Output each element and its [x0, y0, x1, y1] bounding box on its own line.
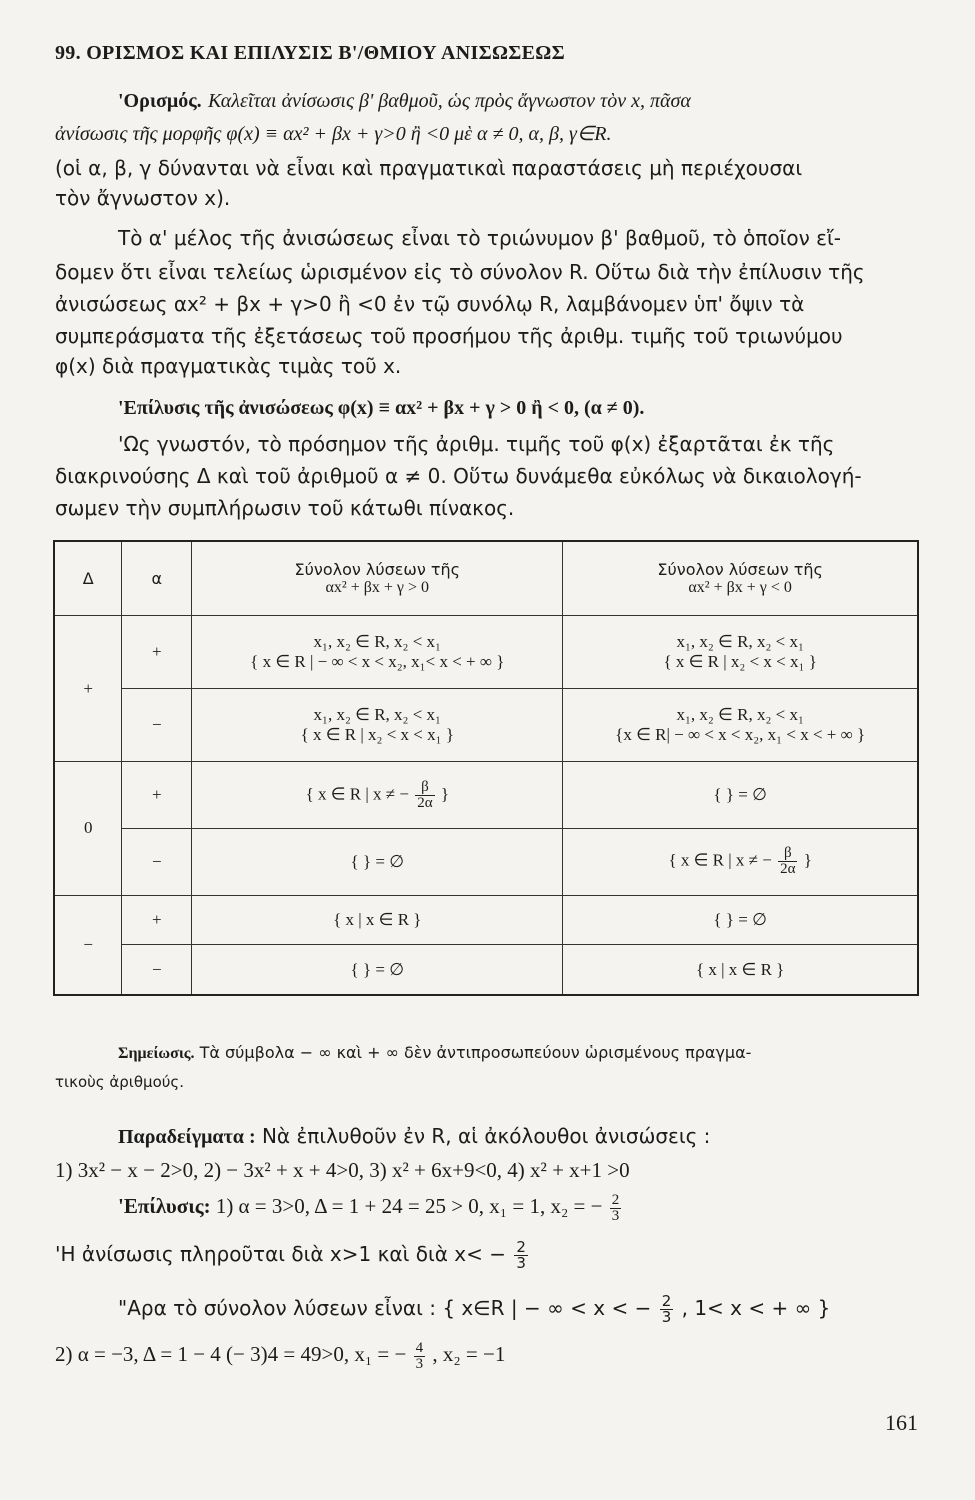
solution-label: 'Επίλυσις:: [118, 1194, 211, 1218]
para2-line-2: διακρινούσης Δ καὶ τοῦ ἀριθμοῦ α ≠ 0. Οὕτω δυνάμεθα εὐκόλως νὰ δικαιολογή-: [55, 464, 862, 488]
cell-gt-set: { x ∈ R | x₂ < x < x₁ }: [300, 725, 454, 745]
cell-alpha: −: [122, 945, 192, 995]
cell-lt: [563, 689, 918, 762]
para2-line-3: σωμεν τὴν συμπλήρωσιν τοῦ κάτωθι πίνακος.: [55, 496, 515, 520]
cell-gt: { } = ∅: [192, 828, 563, 895]
examples-list: 1) 3x² − x − 2>0, 2) − 3x² + x + 4>0, 3) x² + 6x+9<0, 4) x² + x+1 >0: [55, 1158, 630, 1182]
fraction-denominator: 2α: [417, 794, 433, 811]
table-header-row: [54, 541, 918, 616]
para1-line-5: φ(x) διὰ πραγματικὰς τιμὰς τοῦ x.: [55, 354, 402, 378]
solution-2-post: , x₂ = −1: [432, 1342, 506, 1366]
fraction-denominator: 3: [516, 1254, 526, 1272]
note: [118, 1040, 933, 1067]
definition-line-1: [118, 86, 975, 115]
fraction: [514, 1240, 528, 1271]
solution-table: [53, 540, 919, 996]
solution-set-pre: "Αρα τὸ σύνολον λύσεων εἶναι : { x∈R | − ∞ < x < −: [118, 1296, 652, 1320]
cell-lt-set-post: }: [803, 850, 812, 870]
cell-gt-set-pre: { x ∈ R | x ≠ −: [305, 783, 409, 803]
cell-gt-set-post: }: [440, 783, 449, 803]
solution-1-set: [118, 1294, 975, 1325]
para1-line-4: συμπεράσματα τῆς ἐξετάσεως τοῦ προσήμου τῆς ἀριθμ. τιμῆς τοῦ τριωνύμου: [55, 324, 843, 348]
solution-heading: 'Επίλυσις τῆς ἀνισώσεως φ(x) ≡ αx² + βx + γ > 0 ἢ < 0, (α ≠ 0).: [118, 397, 645, 419]
examples-line: [118, 1122, 975, 1151]
cell-gt: { } = ∅: [192, 945, 563, 995]
cell-alpha: −: [122, 689, 192, 762]
header-delta: Δ: [54, 541, 122, 616]
header-gt-expr: αx² + βx + γ > 0: [325, 579, 430, 597]
header-gt-title: Σύνολον λύσεων τῆς: [294, 560, 461, 580]
header-lt-expr: αx² + βx + γ < 0: [688, 579, 792, 597]
cell-alpha: +: [122, 762, 192, 829]
cell-delta-positive: +: [54, 616, 122, 762]
fraction-numerator: 4: [415, 1339, 424, 1356]
solution-set-post: , 1< x < + ∞ }: [681, 1296, 831, 1320]
table-row: [54, 945, 918, 995]
para1-line-3: ἀνισώσεως αx² + βx + γ>0 ἢ <0 ἐν τῷ συνόλῳ R, λαμβάνομεν ὑπ' ὄψιν τὰ: [55, 292, 805, 316]
definition-label: 'Ορισμός.: [118, 90, 202, 112]
cell-lt: { } = ∅: [563, 895, 918, 945]
fraction: [415, 780, 434, 811]
condition-text: 'Η ἀνίσωσις πληροῦται διὰ x>1 καὶ διὰ x< −: [55, 1242, 506, 1266]
solution-1-condition: [55, 1240, 935, 1271]
cell-delta-negative: −: [54, 895, 122, 995]
fraction-numerator: 2: [611, 1191, 620, 1208]
cell-gt: { x | x ∈ R }: [192, 895, 563, 945]
cell-lt-roots: x₁, x₂ ∈ R, x₂ < x₁: [676, 632, 804, 652]
fraction-numerator: β: [778, 846, 797, 862]
page-number: 161: [885, 1410, 918, 1435]
table-row: [54, 762, 918, 829]
cell-alpha: +: [122, 616, 192, 689]
fraction-numerator: β: [415, 780, 434, 796]
fraction-numerator: 2: [661, 1292, 672, 1310]
cell-gt: [192, 762, 563, 829]
cell-lt: { } = ∅: [563, 762, 918, 829]
cell-gt-set: { x ∈ R | − ∞ < x < x₂, x₁< x < + ∞ }: [250, 652, 505, 672]
header-alpha: α: [122, 541, 192, 616]
cell-lt-roots: x₁, x₂ ∈ R, x₂ < x₁: [676, 705, 804, 725]
cell-lt-set: { x ∈ R | x₂ < x < x₁ }: [663, 652, 817, 672]
fraction-numerator: 2: [516, 1238, 526, 1256]
para1-line-1: Τὸ α' μέλος τῆς ἀνισώσεως εἶναι τὸ τριώνυμον β' βαθμοῦ, τὸ ὁποῖον εἴ-: [118, 226, 841, 250]
fraction-denominator: 2α: [780, 861, 796, 878]
note-label: Σημείωσις.: [118, 1045, 195, 1062]
fraction-denominator: 3: [661, 1308, 672, 1326]
cell-lt: [563, 828, 918, 895]
cell-gt-roots: x₁, x₂ ∈ R, x₂ < x₁: [313, 632, 441, 652]
section-heading: 99. ΟΡΙΣΜΟΣ ΚΑΙ ΕΠΙΛΥΣΙΣ Β'/ΘΜΙΟΥ ΑΝΙΣΩΣΕΩΣ: [55, 42, 565, 64]
examples-intro: Νὰ ἐπιλυθοῦν ἐν R, αἱ ἀκόλουθοι ἀνισώσεις :: [261, 1124, 711, 1148]
cell-lt: { x | x ∈ R }: [563, 945, 918, 995]
solution-2-line: [55, 1340, 935, 1372]
fraction: [778, 846, 797, 877]
para1-line-2: δομεν ὅτι εἶναι τελείως ὡρισμένον εἰς τὸ σύνολον R. Οὕτω διὰ τὴν ἐπίλυσιν τῆς: [55, 260, 865, 284]
cell-gt: [192, 616, 563, 689]
cell-alpha: −: [122, 828, 192, 895]
table-row: [54, 616, 918, 689]
cell-alpha: +: [122, 895, 192, 945]
cell-gt: [192, 689, 563, 762]
cell-delta-zero: 0: [54, 762, 122, 895]
header-lt: [563, 541, 918, 616]
fraction: [660, 1294, 674, 1325]
cell-lt-set-pre: { x ∈ R | x ≠ −: [668, 850, 772, 870]
note-text: Τὰ σύμβολα − ∞ καὶ + ∞ δὲν ἀντιπροσωπεύουν ὡρισμένους πραγμα-: [199, 1043, 752, 1062]
definition-line-3: (οἱ α, β, γ δύνανται νὰ εἶναι καὶ πραγματικαὶ παραστάσεις μὴ περιέχουσαι: [55, 156, 803, 180]
table-row: [54, 689, 918, 762]
header-lt-title: Σύνολον λύσεων τῆς: [657, 560, 823, 580]
definition-line-4: τὸν ἄγνωστον x).: [55, 186, 231, 210]
examples-label: Παραδείγματα :: [118, 1126, 256, 1148]
fraction-denominator: 3: [611, 1207, 620, 1224]
fraction: [610, 1193, 622, 1224]
fraction: [414, 1341, 426, 1372]
cell-gt-roots: x₁, x₂ ∈ R, x₂ < x₁: [313, 705, 441, 725]
table-row: [54, 828, 918, 895]
solution-1-text: 1) α = 3>0, Δ = 1 + 24 = 25 > 0, x₁ = 1, x₂ = −: [215, 1194, 603, 1218]
fraction-denominator: 3: [415, 1355, 424, 1372]
table-row: [54, 895, 918, 945]
definition-line-2: ἀνίσωσις τῆς μορφῆς φ(x) ≡ αx² + βx + γ>0 ἢ <0 μὲ α ≠ 0, α, β, γ∈R.: [55, 123, 612, 145]
header-gt: [192, 541, 563, 616]
cell-lt: [563, 616, 918, 689]
solution-1-line: [118, 1192, 975, 1224]
para2-line-1: 'Ως γνωστόν, τὸ πρόσημον τῆς ἀριθμ. τιμῆς τοῦ φ(x) ἐξαρτᾶται ἐκ τῆς: [118, 432, 835, 456]
solution-2-pre: 2) α = −3, Δ = 1 − 4 (− 3)4 = 49>0, x₁ = −: [55, 1342, 407, 1366]
note-continuation: τικοὺς ἀριθμούς.: [55, 1073, 185, 1091]
cell-lt-set: {x ∈ R| − ∞ < x < x₂, x₁ < x < + ∞ }: [615, 725, 866, 745]
definition-text-1: Καλεῖται ἀνίσωσις β' βαθμοῦ, ὡς πρὸς ἄγνωστον τὸν x, πᾶσα: [208, 90, 691, 112]
